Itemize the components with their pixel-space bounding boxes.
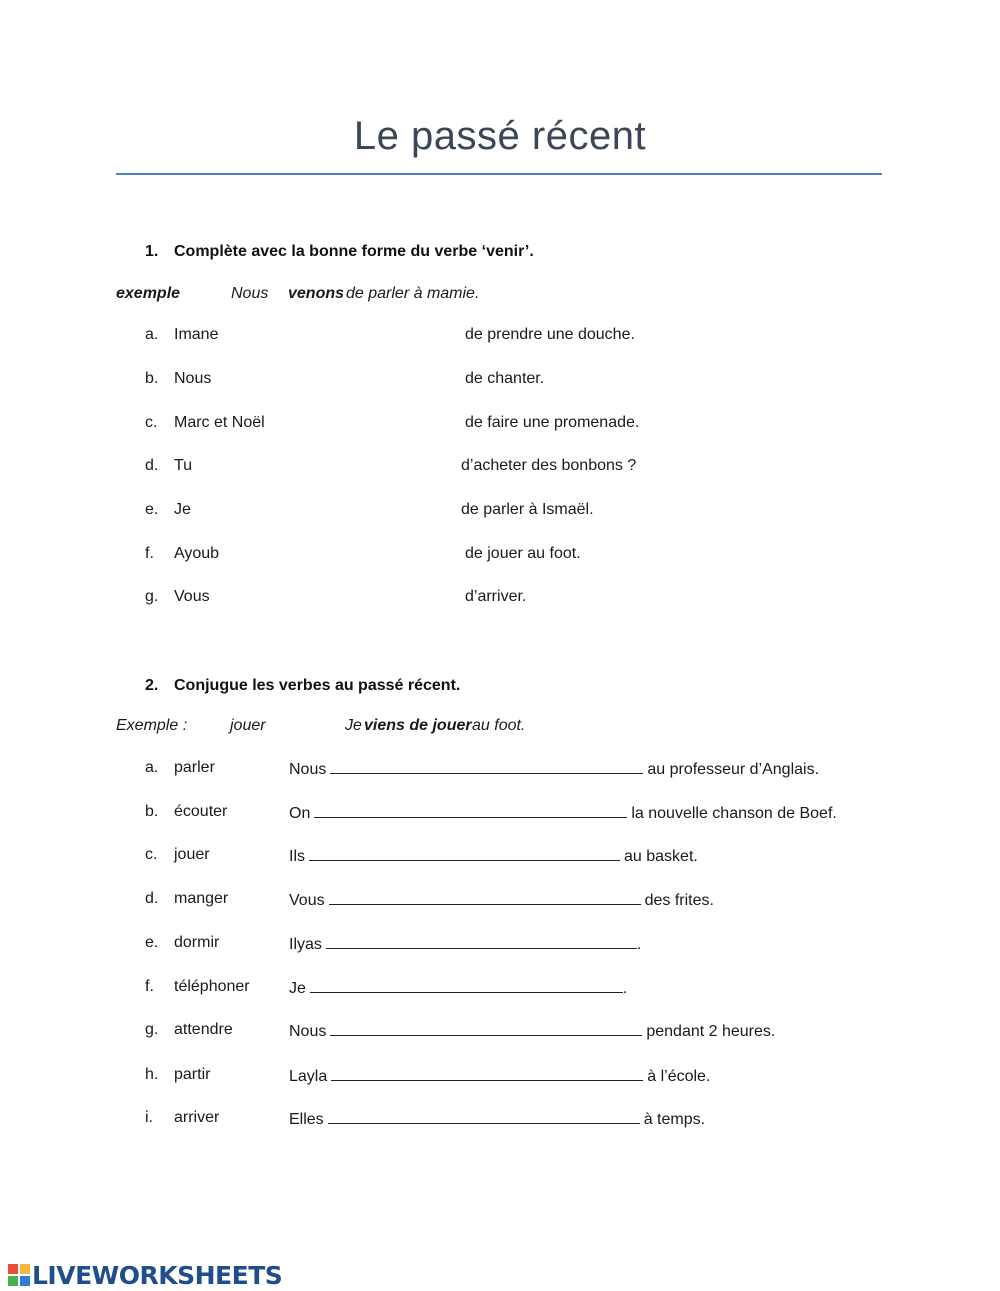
- item-subject: Marc et Noël: [174, 414, 265, 431]
- item-subject: Tu: [174, 457, 193, 474]
- section2-item: [0, 1109, 1000, 1131]
- item-rest: la nouvelle chanson de Boef.: [631, 805, 837, 822]
- item-subject: On: [289, 805, 311, 822]
- section1-item: [0, 370, 1000, 392]
- item-verb: partir: [174, 1066, 211, 1083]
- item-letter: f.: [145, 545, 154, 562]
- item-letter: b.: [145, 803, 159, 820]
- item-verb: téléphoner: [174, 978, 250, 995]
- item-subject: Elles: [289, 1111, 324, 1128]
- item-subject: Ayoub: [174, 545, 220, 562]
- item-verb: jouer: [174, 846, 210, 863]
- item-rest: à temps.: [643, 1111, 706, 1128]
- item-rest: .: [636, 936, 642, 953]
- example2-label: Exemple :: [116, 717, 188, 734]
- section1-heading-text: Complète avec la bonne forme du verbe ‘venir’.: [174, 243, 534, 260]
- section2-item: [0, 846, 1000, 868]
- item-letter: h.: [145, 1066, 159, 1083]
- item-verb: écouter: [174, 803, 228, 820]
- item-letter: a.: [145, 326, 159, 343]
- item-rest: pendant 2 heures.: [646, 1023, 776, 1040]
- answer-blank-input[interactable]: [310, 978, 623, 993]
- item-rest: de prendre une douche.: [465, 326, 635, 343]
- item-subject: Je: [289, 980, 306, 997]
- answer-input[interactable]: [300, 501, 450, 521]
- item-letter: g.: [145, 1021, 159, 1038]
- section2-item: [0, 1021, 1000, 1043]
- example-answer: venons: [288, 285, 345, 302]
- example2-subject: Je: [345, 717, 362, 734]
- answer-blank-input[interactable]: [309, 846, 620, 861]
- item-subject: Vous: [174, 588, 210, 605]
- answer-input[interactable]: [300, 326, 450, 346]
- item-letter: d.: [145, 457, 159, 474]
- item-rest: de faire une promenade.: [465, 414, 640, 431]
- example2-answer: viens de jouer: [364, 717, 472, 734]
- logo-text: LIVEWORKSHEETS: [32, 1260, 283, 1290]
- section2-item: [0, 1066, 1000, 1088]
- answer-blank-input[interactable]: [331, 1066, 643, 1081]
- item-letter: f.: [145, 978, 154, 995]
- example-rest: de parler à mamie.: [346, 285, 480, 302]
- title-underline: [116, 173, 882, 175]
- item-rest: au professeur d’Anglais.: [647, 761, 820, 778]
- answer-input[interactable]: [300, 414, 450, 434]
- liveworksheets-logo: [8, 1262, 282, 1288]
- section1-item: [0, 588, 1000, 610]
- section1-item: [0, 457, 1000, 479]
- section1-item: [0, 545, 1000, 567]
- item-rest: d’acheter des bonbons ?: [461, 457, 637, 474]
- item-rest: au basket.: [624, 848, 698, 865]
- section1-item: [0, 414, 1000, 436]
- answer-input[interactable]: [300, 588, 450, 608]
- section2-item: [0, 759, 1000, 781]
- section2-number: 2.: [145, 677, 159, 694]
- item-rest: de parler à Ismaël.: [461, 501, 594, 518]
- item-letter: a.: [145, 759, 159, 776]
- answer-input[interactable]: [300, 370, 450, 390]
- section2-item: [0, 803, 1000, 825]
- answer-blank-input[interactable]: [326, 934, 637, 949]
- item-subject: Je: [174, 501, 191, 518]
- item-letter: c.: [145, 414, 158, 431]
- section2-item: [0, 934, 1000, 956]
- item-letter: b.: [145, 370, 159, 387]
- page-title: Le passé récent: [353, 114, 647, 158]
- item-subject: Imane: [174, 326, 219, 343]
- item-verb: dormir: [174, 934, 220, 951]
- item-letter: e.: [145, 501, 159, 518]
- item-subject: Ilyas: [289, 936, 322, 953]
- item-subject: Nous: [174, 370, 212, 387]
- item-subject: Nous: [289, 761, 327, 778]
- item-rest: .: [622, 980, 628, 997]
- logo-grid-icon: [8, 1264, 30, 1286]
- item-rest: de jouer au foot.: [465, 545, 581, 562]
- example-subject: Nous: [231, 285, 269, 302]
- item-letter: g.: [145, 588, 159, 605]
- item-verb: manger: [174, 890, 229, 907]
- section1-item: [0, 326, 1000, 348]
- item-subject: Vous: [289, 892, 325, 909]
- answer-blank-input[interactable]: [330, 1021, 642, 1036]
- item-subject: Ils: [289, 848, 305, 865]
- section1-item: [0, 501, 1000, 523]
- item-verb: arriver: [174, 1109, 220, 1126]
- item-subject: Nous: [289, 1023, 327, 1040]
- item-verb: parler: [174, 759, 215, 776]
- item-letter: e.: [145, 934, 159, 951]
- item-rest: à l’école.: [647, 1068, 711, 1085]
- item-subject: Layla: [289, 1068, 328, 1085]
- answer-blank-input[interactable]: [314, 803, 627, 818]
- section2-item: [0, 978, 1000, 1000]
- item-letter: d.: [145, 890, 159, 907]
- example2-rest: au foot.: [472, 717, 526, 734]
- section2-item: [0, 890, 1000, 912]
- item-rest: d’arriver.: [465, 588, 527, 605]
- answer-input[interactable]: [300, 545, 450, 565]
- section2-heading-text: Conjugue les verbes au passé récent.: [174, 677, 461, 694]
- example2-verb: jouer: [230, 717, 266, 734]
- answer-blank-input[interactable]: [330, 759, 643, 774]
- item-letter: i.: [145, 1109, 153, 1126]
- answer-input[interactable]: [300, 457, 450, 477]
- section1-number: 1.: [145, 243, 159, 260]
- item-verb: attendre: [174, 1021, 233, 1038]
- answer-blank-input[interactable]: [328, 1109, 640, 1124]
- item-rest: de chanter.: [465, 370, 545, 387]
- answer-blank-input[interactable]: [329, 890, 641, 905]
- example-label: exemple: [116, 285, 181, 302]
- item-letter: c.: [145, 846, 158, 863]
- item-rest: des frites.: [644, 892, 714, 909]
